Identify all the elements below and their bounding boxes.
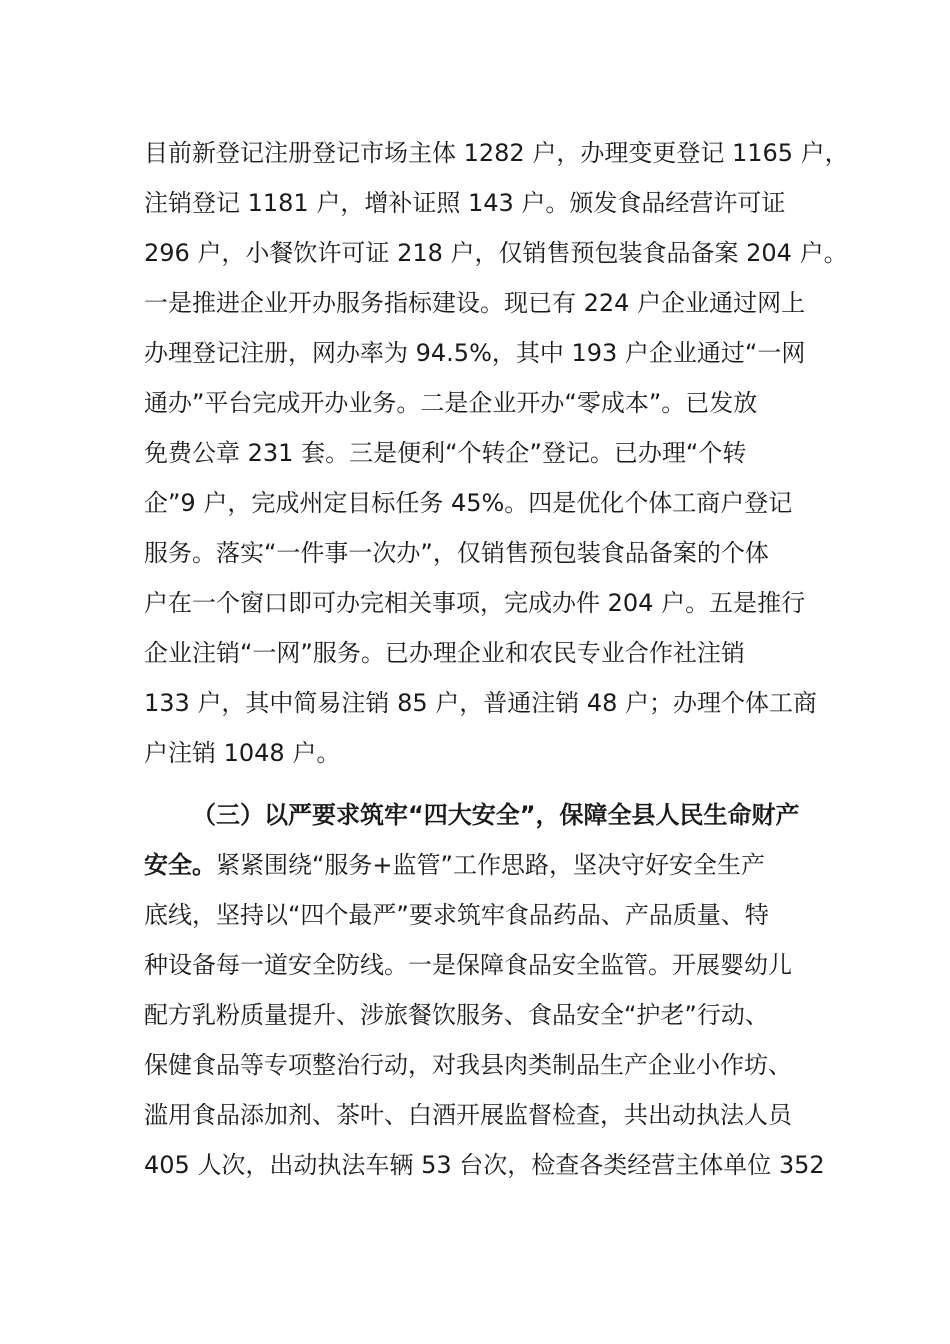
text-line: 滥用食品添加剂、茶叶、白酒开展监督检查，共出动执法人员 (144, 1101, 792, 1129)
paragraph-safety (144, 790, 825, 1190)
text-line: 户在一个窗口即可办完相关事项，完成办件 204 户。五是推行 (144, 589, 806, 617)
text-line: 一是推进企业开办服务指标建设。现已有 224 户企业通过网上 (144, 289, 806, 317)
text-line: 服务。落实“一件事一次办”，仅销售预包装食品备案的个体 (144, 539, 769, 567)
text-line: 目前新登记注册登记市场主体 1282 户，办理变更登记 1165 户， (144, 139, 849, 167)
text-line: 免费公章 231 套。三是便利“个转企”登记。已办理“个转 (144, 439, 747, 467)
text-line: 户注销 1048 户。 (144, 739, 341, 767)
text-line: 企业注销“一网”服务。已办理企业和农民专业合作社注销 (144, 639, 745, 667)
text-line: 配方乳粉质量提升、涉旅餐饮服务、食品安全“护老”行动、 (144, 1001, 769, 1029)
text-line: 405 人次，出动执法车辆 53 台次，检查各类经营主体单位 352 (144, 1151, 825, 1179)
text-line: 办理登记注册，网办率为 94.5%，其中 193 户企业通过“一网 (144, 339, 806, 367)
text-line (144, 840, 814, 890)
text-line: 底线，坚持以“四个最严”要求筑牢食品药品、产品质量、特 (144, 901, 769, 929)
paragraph-registration (144, 128, 849, 778)
text-line: 133 户，其中简易注销 85 户，普通注销 48 户；办理个体工商 (144, 689, 818, 717)
text-line: 保健食品等专项整治行动，对我县肉类制品生产企业小作坊、 (144, 1051, 792, 1079)
paragraph-gap (144, 778, 814, 790)
text-line: 注销登记 1181 户，增补证照 143 户。颁发食品经营许可证 (144, 189, 786, 217)
section-heading-end: 安全。 (144, 851, 216, 879)
text-line-rest: 紧紧围绕“服务+监管”工作思路，坚决守好安全生产 (216, 851, 765, 879)
text-line: 通办”平台完成开办业务。二是企业开办“零成本”。已发放 (144, 389, 758, 417)
body-text (144, 128, 849, 1190)
text-line: 企”9 户，完成州定目标任务 45%。四是优化个体工商户登记 (144, 489, 793, 517)
text-line: 296 户，小餐饮许可证 218 户，仅销售预包装食品备案 204 户。 (144, 239, 848, 267)
text-line: 种设备每一道安全防线。一是保障食品安全监管。开展婴幼儿 (144, 951, 792, 979)
section-heading: （三）以严要求筑牢“四大安全”，保障全县人民生命财产 (192, 801, 800, 829)
